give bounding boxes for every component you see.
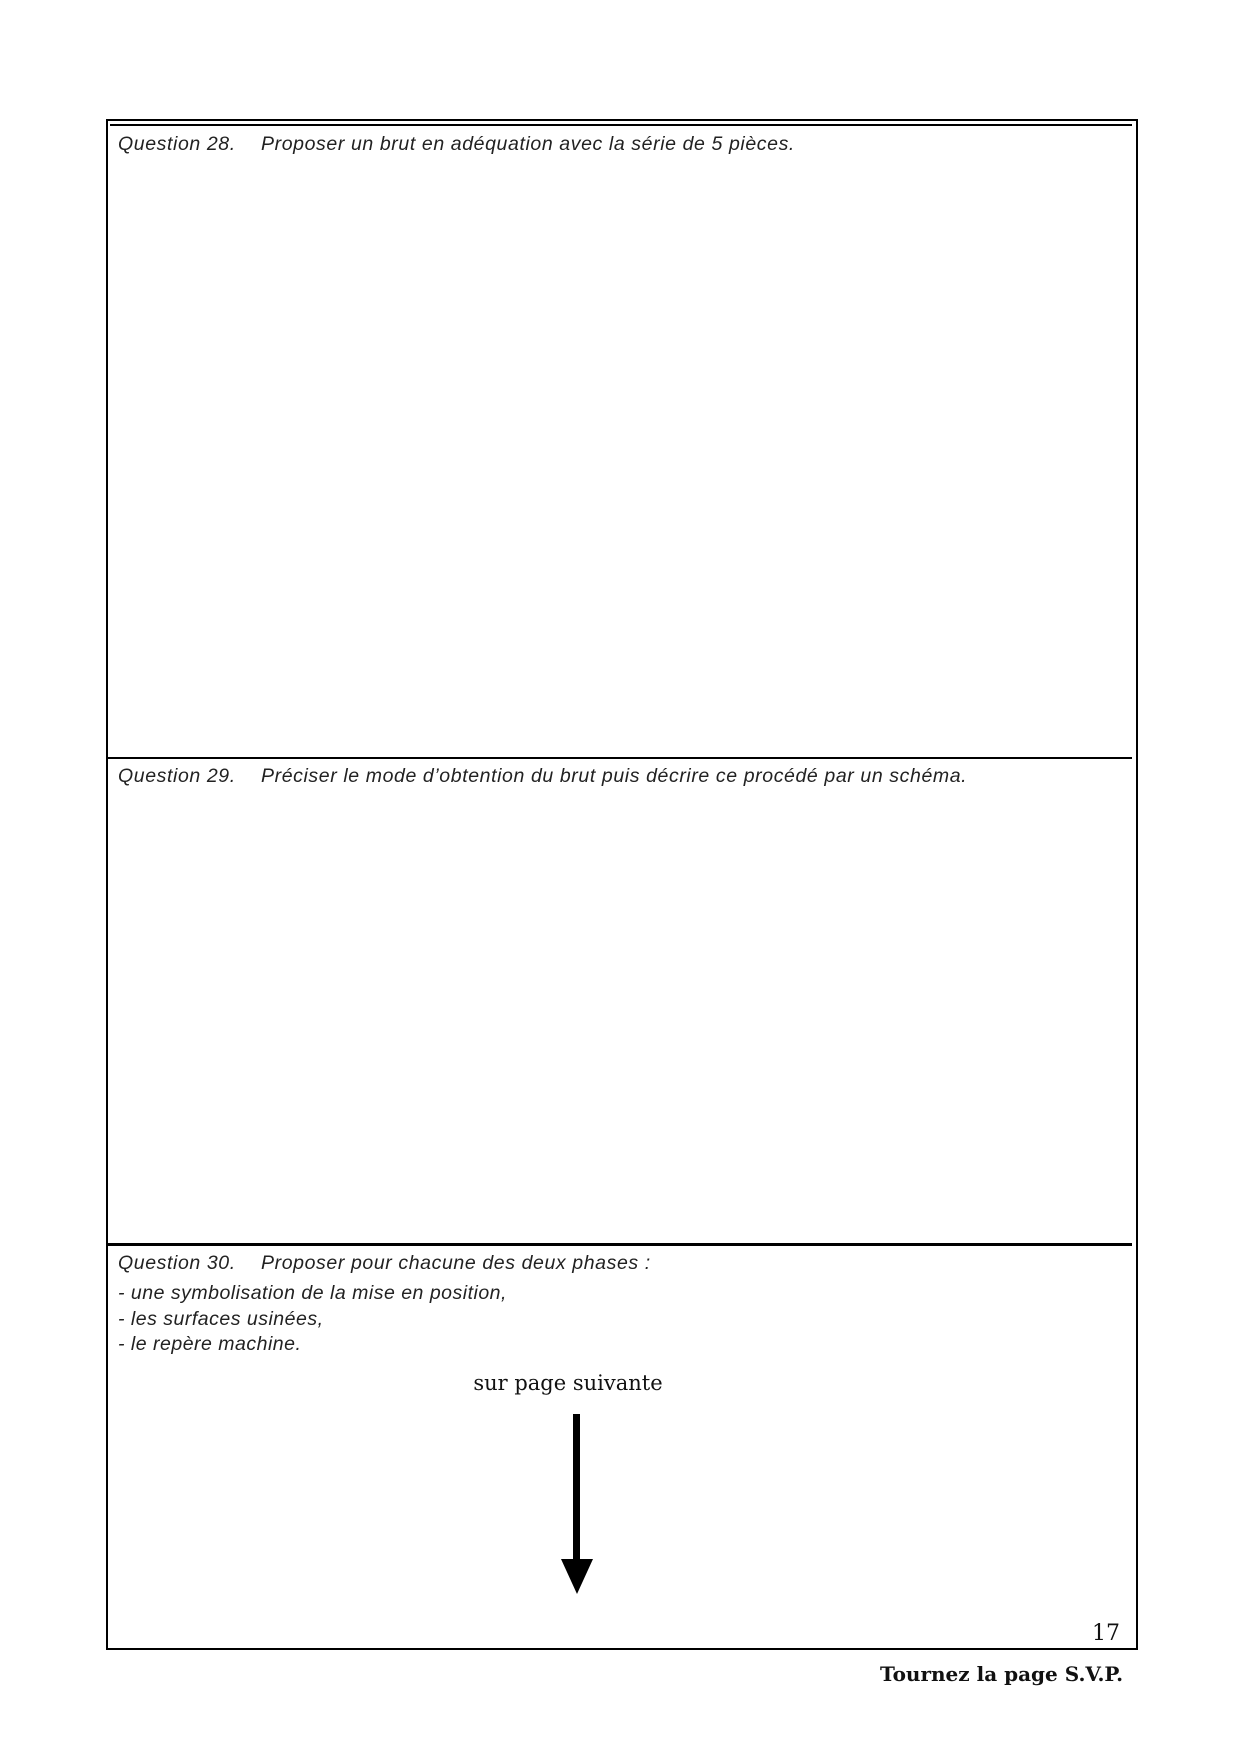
question-28-text: Proposer un brut en adéquation avec la série de 5 pièces.	[261, 133, 795, 155]
question-30-item: - une symbolisation de la mise en position,	[118, 1282, 507, 1304]
question-28-section	[108, 127, 1136, 757]
question-28-number: Question 28.	[118, 133, 236, 155]
question-29-line	[118, 765, 967, 788]
turn-page-note: Tournez la page S.V.P.	[880, 1662, 1124, 1686]
question-28-line	[118, 133, 795, 156]
question-30-number: Question 30.	[118, 1252, 236, 1274]
down-arrow-icon	[559, 1414, 595, 1596]
page-number: 17	[1092, 1621, 1120, 1646]
next-page-note: sur page suivante	[473, 1371, 663, 1395]
frame-top-rule	[110, 124, 1132, 126]
question-30-item: - le repère machine.	[118, 1333, 302, 1355]
question-29-number: Question 29.	[118, 765, 236, 787]
question-29-section	[108, 757, 1132, 1247]
question-30-section	[108, 1243, 1132, 1648]
question-29-text: Préciser le mode d’obtention du brut puis décrire ce procédé par un schéma.	[261, 765, 968, 787]
question-30-items	[118, 1281, 507, 1358]
question-30-text: Proposer pour chacune des deux phases :	[261, 1252, 651, 1274]
question-30-item: - les surfaces usinées,	[118, 1307, 324, 1330]
question-30-line	[118, 1252, 651, 1275]
answer-frame	[106, 119, 1138, 1650]
